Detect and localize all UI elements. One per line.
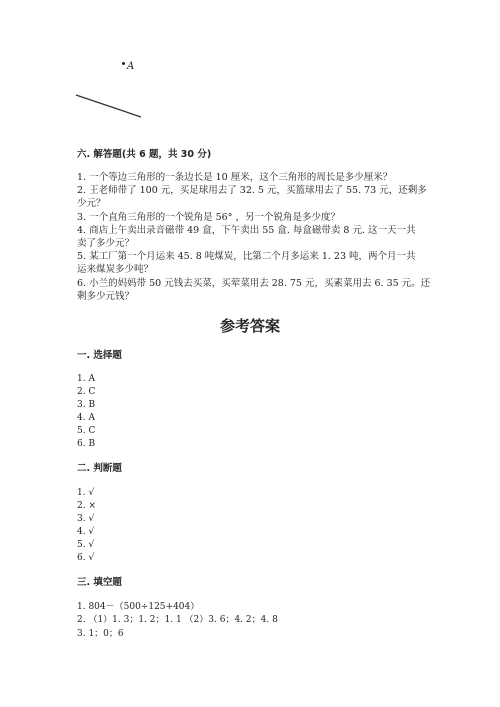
fill-heading: 三. 填空题 (77, 577, 122, 588)
answer-item: 5. √ (77, 540, 95, 550)
answer-item: 3. 1；0；6 (77, 629, 124, 639)
question-line: 2. 王老师带了 100 元，买足球用去了 32. 5 元，买篮球用去了 55. 73 元，还剩多 (77, 185, 427, 196)
answer-item: 6. √ (77, 553, 95, 563)
choice-heading: 一. 选择题 (77, 350, 122, 361)
answer-item: 4. √ (77, 527, 95, 537)
answer-item: 1. √ (77, 488, 95, 498)
answer-item: 1. 804－（500÷125+404） (77, 602, 200, 612)
line-segment (76, 95, 141, 117)
geometry-figure (0, 0, 500, 140)
question-line: 6. 小兰的妈妈带 50 元钱去买菜，买荤菜用去 28. 75 元，买素菜用去 6. 35 元。还 (77, 278, 431, 289)
point-a-label: A (127, 61, 135, 72)
answer-item: 1. A (77, 374, 95, 384)
answer-item: 6. B (77, 439, 96, 449)
answers-title: 参考答案 (219, 317, 280, 335)
answer-item: 2. （1）1. 3；1. 2；1. 1 （2）3. 6；4. 2；4. 8 (77, 615, 278, 625)
answer-item: 3. B (77, 400, 96, 410)
question-line: 运来煤炭多少吨？ (77, 264, 154, 275)
answer-item: 4. A (77, 413, 95, 423)
judge-heading: 二. 判断题 (77, 463, 122, 474)
answer-item: 2. C (77, 387, 96, 397)
line-segment-figure (0, 0, 500, 140)
question-line: 4. 商店上午卖出录音磁带 49 盒，下午卖出 55 盒. 每盒磁带卖 8 元. 这一天一共 (77, 225, 416, 236)
question-line: 1. 一个等边三角形的一条边长是 10 厘米，这个三角形的周长是多少厘米？ (77, 172, 393, 183)
question-line: 3. 一个直角三角形的一个锐角是 56° ，另一个锐角是多少度？ (77, 212, 340, 223)
question-line: 少元？ (77, 198, 106, 209)
answer-item: 5. C (77, 426, 96, 436)
question-line: 卖了多少元？ (77, 238, 135, 249)
question-line: 5. 某工厂第一个月运来 45. 8 吨煤炭，比第二个月多运来 1. 23 吨，两个月一共 (77, 251, 416, 262)
section-6-heading: 六. 解答题(共 6 题，共 30 分) (77, 149, 212, 160)
answer-item: 3. √ (77, 514, 95, 524)
answer-item: 2. × (77, 501, 96, 511)
question-line: 剩多少元钱？ (77, 291, 135, 302)
